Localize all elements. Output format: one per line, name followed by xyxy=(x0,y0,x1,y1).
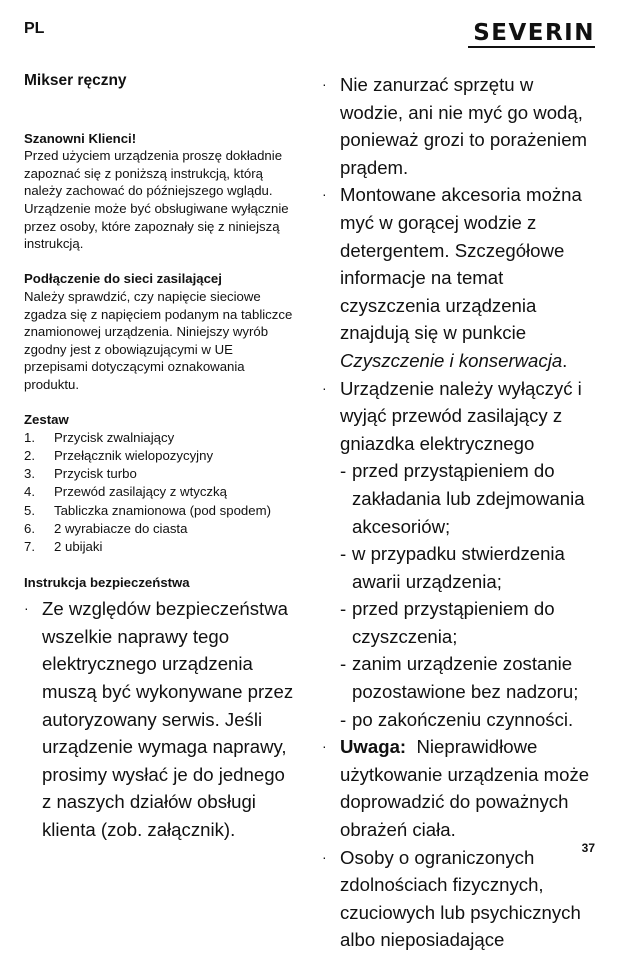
list-item-number: 4. xyxy=(24,484,35,500)
parts-heading: Zestaw xyxy=(24,412,69,428)
bullet-icon: · xyxy=(322,76,327,92)
safety-text: Nie zanurzać sprzętu w wodzie, ani nie myć go wodą, ponieważ grozi to porażeniem prądem. xyxy=(340,74,588,178)
list-item-label: Przycisk turbo xyxy=(54,466,137,482)
list-item-label: Tabliczka znamionowa (pod spodem) xyxy=(54,502,271,518)
list-item-number: 5. xyxy=(24,502,35,518)
left-column xyxy=(24,72,299,844)
page-number: 37 xyxy=(581,841,595,855)
safety-text: Ze względów bezpieczeństwa wszelkie naprawy tego elektrycznego urządzenia muszą być wykonywane przez autoryzowany serwis. Jeśli urządzenie wymaga naprawy, prosimy wysłać je do jednego z naszych działów obsługi klienta (zob. załącznik). xyxy=(42,598,294,841)
warning-label: Uwaga: xyxy=(340,736,407,758)
list-item-label: 2 wyrabiacze do ciasta xyxy=(54,520,188,536)
list-item-number: 2. xyxy=(24,447,35,463)
safety-item-limited-abilities xyxy=(322,844,600,954)
list-item-label: 2 ubijaki xyxy=(54,538,103,554)
list-item xyxy=(24,483,299,501)
safety-heading: Instrukcja bezpieczeństwa xyxy=(24,574,190,590)
list-item-label: Przycisk zwalniający xyxy=(54,429,175,445)
safety-item-warning xyxy=(322,733,600,843)
brand-logo: SEVERIN xyxy=(473,20,595,46)
connection-text: Należy sprawdzić, czy napięcie sieciowe zgadza się z napięciem podanym na tabliczce znamionowej urządzenia. Niniejszy wyrób zgodny jest z obowiązującymi w UE przepisami dotyczącymi oznakowania produktu. xyxy=(24,288,293,392)
list-item xyxy=(24,520,299,538)
list-item xyxy=(24,447,299,465)
safety-item-repairs xyxy=(24,595,299,843)
bullet-icon: · xyxy=(322,186,327,203)
dash-icon: - xyxy=(340,543,347,565)
sub-list-item: - zanim urządzenie zostanie pozostawione bez nadzoru; xyxy=(340,650,600,705)
page-title: Mikser ręczny xyxy=(24,72,127,89)
safety-text: Montowane akcesoria można myć w gorącej wodzie z detergentem. Szczegółowe informacje na temat czyszczenia urządzenia znajdują się w punkcie Czyszczenie i konserwacja. xyxy=(340,184,582,371)
list-item-label: Przełącznik wielopozycyjny xyxy=(54,447,214,463)
bullet-icon: · xyxy=(322,738,327,755)
connection-heading: Podłączenie do sieci zasilającej xyxy=(24,271,222,287)
right-column xyxy=(322,71,600,954)
bullet-icon: · xyxy=(24,600,29,617)
list-item xyxy=(24,429,299,447)
sub-list-item: - po zakończeniu czynności. xyxy=(340,706,600,734)
sub-list-item: - przed przystąpieniem do zakładania lub zdejmowania akcesoriów; xyxy=(340,457,600,540)
list-item-label: Przewód zasilający z wtyczką xyxy=(54,484,227,500)
sub-list-item: - w przypadku stwierdzenia awarii urządzenia; xyxy=(340,540,600,595)
dash-icon: - xyxy=(340,598,347,620)
brand-underline xyxy=(468,46,595,48)
bullet-icon: · xyxy=(322,848,327,865)
safety-text: Osoby o ograniczonych zdolnościach fizycznych, czuciowych lub psychicznych albo nieposiadające xyxy=(340,846,581,951)
list-item xyxy=(24,538,299,556)
list-item xyxy=(24,502,299,520)
sub-list-item: - przed przystąpieniem do czyszczenia; xyxy=(340,595,600,650)
list-item-number: 7. xyxy=(24,538,35,554)
bullet-icon: · xyxy=(322,379,327,396)
dash-icon: - xyxy=(340,460,347,482)
list-item xyxy=(24,465,299,483)
safety-item-unplug xyxy=(322,375,600,458)
greeting-text: Przed użyciem urządzenia proszę dokładnie zapoznać się z poniższą instrukcją, którą należy zachować do późniejszego wglądu. Urządzenie może być obsługiwane wyłącznie przez osoby, które zapoznały się z niniejszą instrukcją. xyxy=(24,148,289,252)
greeting-heading: Szanowni Klienci! xyxy=(24,130,137,146)
parts-list xyxy=(24,429,299,556)
dash-icon: - xyxy=(340,708,347,730)
dash-icon: - xyxy=(340,653,347,675)
safety-text: Urządzenie należy wyłączyć i wyjąć przewód zasilający z gniazdka elektrycznego xyxy=(340,377,582,454)
safety-item-water xyxy=(322,71,600,181)
list-item-number: 3. xyxy=(24,466,35,482)
warning-text: Nieprawidłowe użytkowanie urządzenia może doprowadzić do poważnych obrażeń ciała. xyxy=(340,736,590,841)
list-item-number: 6. xyxy=(24,520,35,536)
safety-item-cleaning xyxy=(322,181,600,374)
list-item-number: 1. xyxy=(24,429,35,445)
section-reference: Czyszczenie i konserwacja xyxy=(340,349,563,371)
language-code: PL xyxy=(24,20,45,37)
